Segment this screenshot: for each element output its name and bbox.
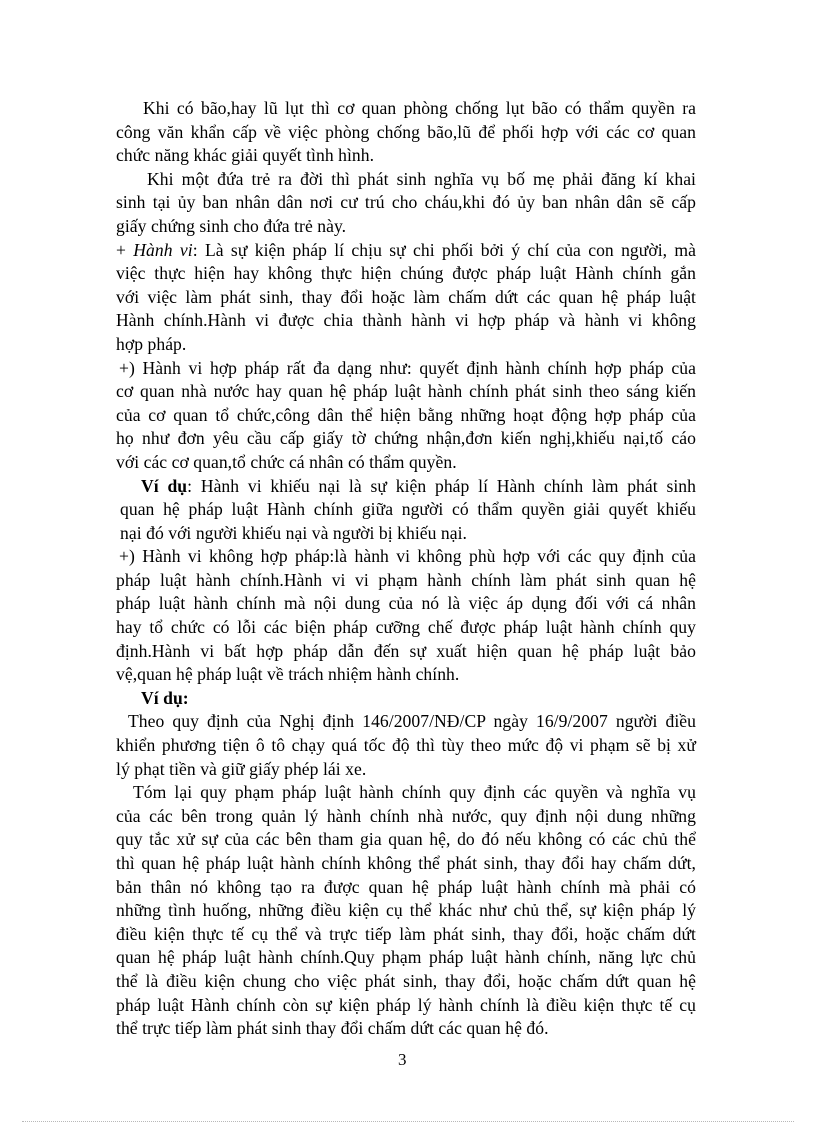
- text-line: việc thực hiện hay không thực hiện chúng được pháp luật Hành chính gắn: [116, 263, 696, 284]
- text-line: Tóm lại quy phạm pháp luật hành chính quy định các quyền và nghĩa vụ: [133, 782, 696, 803]
- text-segment: : Là sự kiện pháp lí chịu sự chi phối bởi ý chí của con người, mà: [192, 239, 696, 260]
- bold-label: Ví dụ: [141, 475, 188, 496]
- text-line: thể là điều kiện chung cho việc phát sinh, thay đổi, hoặc chấm dứt quan hệ: [116, 970, 696, 991]
- page-bottom-divider: [22, 1121, 794, 1122]
- paragraph-unlawful-acts: [116, 545, 696, 569]
- text-line: Khi một đứa trẻ ra đời thì phát sinh nghĩa vụ bố mẹ phải đăng kí khai: [147, 168, 696, 189]
- text-line: định.Hành vi bất hợp pháp dẫn đến sự xuất hiện quan hệ pháp luật bảo: [116, 640, 696, 661]
- page-number: 3: [398, 1050, 407, 1069]
- text-line: Hành chính.Hành vi được chia thành hành vi hợp pháp và hành vi không: [116, 310, 696, 331]
- text-line: chức năng khác giải quyết tình hình.: [116, 145, 375, 166]
- italic-term: Hành vi: [133, 239, 193, 260]
- paragraph-storm-example: [116, 97, 696, 121]
- paragraph-example-complaint: [116, 475, 696, 499]
- text-line: hợp pháp.: [116, 333, 187, 354]
- text-line: với việc làm phát sinh, thay đổi hoặc làm chấm dứt các quan hệ pháp luật: [116, 286, 696, 307]
- text-line: Khi có bão,hay lũ lụt thì cơ quan phòng chống lụt bão có thẩm quyền ra: [143, 98, 696, 118]
- text-line: quan hệ pháp luật Hành chính giữa người có thẩm quyền giải quyết khiếu: [120, 499, 696, 520]
- text-line: những tình huống, những điều kiện cụ thể khác như chủ thể, sự kiện pháp lý: [116, 900, 696, 921]
- text-line: nại đó với người khiếu nại và người bị khiếu nại.: [120, 522, 468, 543]
- text-line: điều kiện thực tế cụ thể và trực tiếp làm phát sinh, thay đổi, hoặc chấm dứt: [116, 923, 696, 944]
- text-line: lý phạt tiền và giữ giấy phép lái xe.: [116, 758, 367, 779]
- text-line: quy tắc xử sự của các bên tham gia quan hệ, do đó nếu không có các chủ thể: [116, 829, 696, 850]
- text-line: vệ,quan hệ pháp luật về trách nhiệm hành chính.: [116, 664, 460, 685]
- text-line: họ như đơn yêu cầu cấp giấy tờ chứng nhận,đơn kiến nghị,khiếu nại,tố cáo: [116, 428, 696, 449]
- paragraph-lawful-acts: [116, 357, 696, 381]
- text-line: +) Hành vi hợp pháp rất đa dạng như: quyết định hành chính hợp pháp của: [119, 357, 696, 378]
- text-line: hay tổ chức có lỗi các biện pháp cưỡng chế được pháp luật hành chính quy: [116, 617, 696, 638]
- text-line: thì quan hệ pháp luật hành chính không thể phát sinh, thay đổi hay chấm dứt,: [116, 853, 696, 873]
- text-line: +) Hành vi không hợp pháp:là hành vi không phù hợp với các quy định của: [119, 546, 696, 567]
- text-line: khiển phương tiện ô tô chạy quá tốc độ thì tùy theo mức độ vi phạm sẽ bị xử: [116, 735, 696, 756]
- text-line: [116, 239, 696, 263]
- text-line: pháp luật hành chính.Hành vi vi phạm hành chính làm phát sinh quan hệ: [116, 569, 696, 590]
- text-line: [141, 475, 696, 499]
- paragraph-summary: [116, 781, 696, 805]
- paragraph-example-heading: [116, 687, 696, 711]
- text-line: Theo quy định của Nghị định 146/2007/NĐ/CP ngày 16/9/2007 người điều: [128, 711, 696, 732]
- document-body: [116, 97, 696, 1041]
- text-line: pháp luật Hành chính còn sự kiện pháp lý hành chính là điều kiện thực tế cụ: [116, 994, 696, 1015]
- text-line: quan hệ pháp luật hành chính.Quy phạm pháp luật hành chính, năng lực chủ: [116, 947, 696, 968]
- text-line: bản thân nó không tạo ra được quan hệ pháp luật hành chính mà phải có: [116, 876, 696, 897]
- text-segment: : Hành vi khiếu nại là sự kiện pháp lí Hành chính làm phát sinh: [187, 475, 696, 496]
- paragraph-hanh-vi: [116, 239, 696, 357]
- text-line: với các cơ quan,tổ chức cá nhân có thẩm quyền.: [116, 451, 457, 472]
- bold-label: Ví dụ:: [141, 687, 189, 708]
- text-line: pháp luật hành chính mà nội dung của nó là việc áp dụng đối với cá nhân: [116, 593, 696, 614]
- text-line: cơ quan nhà nước hay quan hệ pháp luật hành chính phát sinh theo sáng kiến: [116, 381, 696, 402]
- text-line: sinh tại ủy ban nhân dân nơi cư trú cho cháu,khi đó ủy ban nhân dân sẽ cấp: [116, 192, 696, 213]
- text-line: của các bên trong quản lý hành chính nhà nước, quy định nội dung những: [116, 805, 696, 826]
- text-line: công văn khẩn cấp về việc phòng chống bão,lũ để phối hợp với các cơ quan: [116, 121, 696, 142]
- bullet-prefix: +: [116, 239, 134, 260]
- paragraph-birth-example: [116, 168, 696, 192]
- text-line: của cơ quan tổ chức,công dân thể hiện bằng những hoạt động hợp pháp của: [116, 404, 696, 425]
- text-line: giấy chứng sinh cho đứa trẻ này.: [116, 215, 347, 236]
- text-line: thể trực tiếp làm phát sinh thay đổi chấm dứt các quan hệ đó.: [116, 1018, 549, 1039]
- paragraph-decree-example: [116, 710, 696, 734]
